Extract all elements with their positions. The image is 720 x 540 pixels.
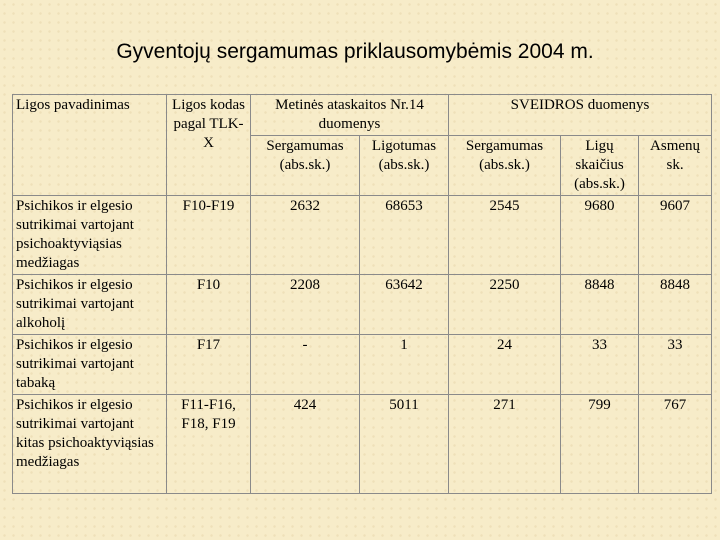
header-annual-incidence: Sergamumas (abs.sk.) [251,136,360,196]
header-sveidra-incidence: Sergamumas (abs.sk.) [449,136,561,196]
statistics-table [12,94,712,494]
disease-code-cell: F10 [167,275,251,335]
value-cell: 1 [360,335,449,395]
header-sveidra-group: SVEIDROS duomenys [449,95,712,136]
value-cell: 33 [639,335,712,395]
value-cell: 63642 [360,275,449,335]
disease-name-cell: Psichikos ir elgesio sutrikimai vartojant alkoholį [13,275,167,335]
value-cell: 2208 [251,275,360,335]
disease-name-cell: Psichikos ir elgesio sutrikimai vartojant tabaką [13,335,167,395]
header-disease-name: Ligos pavadinimas [13,95,167,196]
value-cell: - [251,335,360,395]
value-cell: 8848 [561,275,639,335]
disease-code-cell: F17 [167,335,251,395]
value-cell: 2250 [449,275,561,335]
page-title: Gyventojų sergamumas priklausomybėmis 2004 m. [116,40,594,63]
disease-name-cell: Psichikos ir elgesio sutrikimai vartojant kitas psichoaktyviąsias medžiagas [13,395,167,494]
disease-name-cell: Psichikos ir elgesio sutrikimai vartojant psichoaktyviąsias medžiagas [13,196,167,275]
header-annual-prevalence: Ligotumas (abs.sk.) [360,136,449,196]
value-cell: 9607 [639,196,712,275]
header-sveidra-disease-count: Ligų skaičius (abs.sk.) [561,136,639,196]
value-cell: 2545 [449,196,561,275]
value-cell: 9680 [561,196,639,275]
disease-code-cell: F11-F16, F18, F19 [167,395,251,494]
value-cell: 767 [639,395,712,494]
value-cell: 24 [449,335,561,395]
value-cell: 799 [561,395,639,494]
header-code: Ligos kodas pagal TLK-X [167,95,251,196]
value-cell: 8848 [639,275,712,335]
table-row [13,395,712,494]
header-annual-report-group: Metinės ataskaitos Nr.14 duomenys [251,95,449,136]
header-row [13,95,712,136]
value-cell: 68653 [360,196,449,275]
value-cell: 5011 [360,395,449,494]
disease-code-cell: F10-F19 [167,196,251,275]
value-cell: 2632 [251,196,360,275]
value-cell: 271 [449,395,561,494]
table-row [13,275,712,335]
value-cell: 33 [561,335,639,395]
table-row [13,196,712,275]
value-cell: 424 [251,395,360,494]
header-sveidra-persons: Asmenų sk. [639,136,712,196]
table-row [13,335,712,395]
